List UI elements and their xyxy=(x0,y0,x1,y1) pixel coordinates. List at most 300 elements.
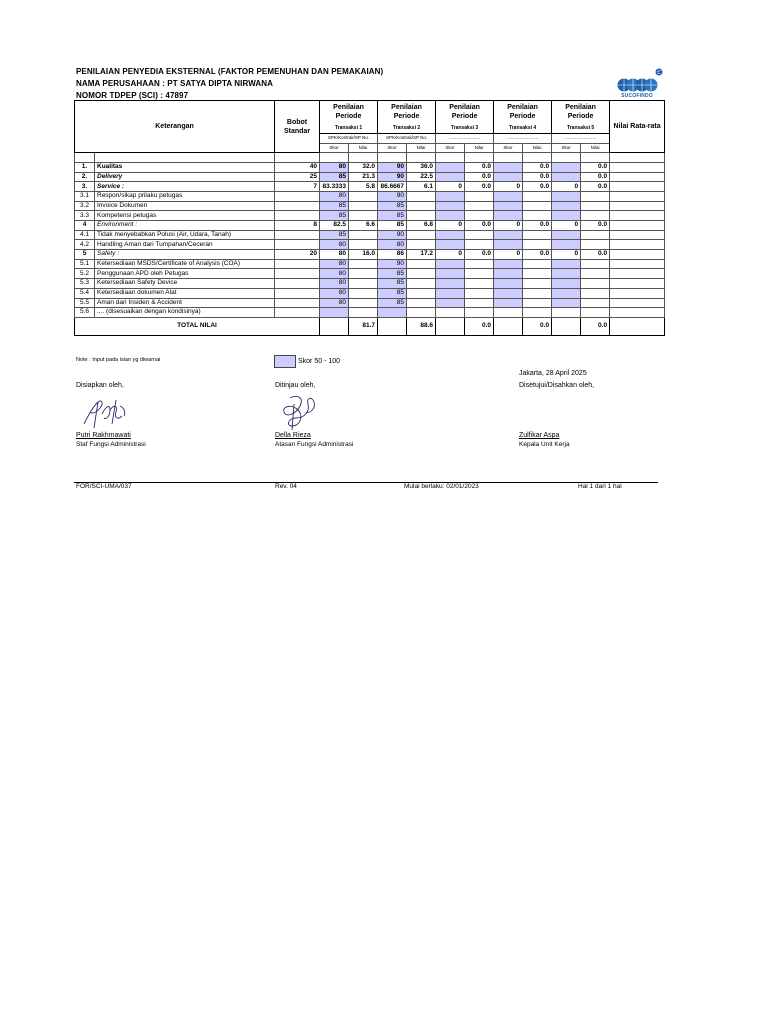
skor-cell xyxy=(552,191,581,201)
nilai-cell: 32.0 xyxy=(349,162,378,172)
nilai-cell xyxy=(407,288,436,298)
legend-swatch xyxy=(274,355,296,368)
skor-cell: 80 xyxy=(320,279,349,289)
approved-position: Kepala Unit Kerja xyxy=(519,441,570,448)
skor-cell xyxy=(552,172,581,182)
rata-cell xyxy=(610,288,665,298)
skor-cell: 85 xyxy=(320,211,349,221)
row-label: Handling Aman dari Tumpahan/Ceceran xyxy=(95,240,275,250)
bobot-value: 20 xyxy=(275,250,320,260)
skor-cell xyxy=(494,172,523,182)
nilai-cell xyxy=(349,308,378,318)
skor-cell: 85 xyxy=(320,201,349,211)
prepared-label: Disiapkan oleh, xyxy=(76,382,124,389)
skor-cell: 80 xyxy=(320,162,349,172)
rata-cell xyxy=(610,182,665,192)
nilai-cell xyxy=(349,269,378,279)
skor-cell: 85 xyxy=(320,230,349,240)
total-nilai: 88.6 xyxy=(407,317,436,335)
nilai-cell xyxy=(523,191,552,201)
row-number: 5.3 xyxy=(75,279,95,289)
skor-cell: 85 xyxy=(378,221,407,231)
skor-cell xyxy=(494,288,523,298)
skor-cell: 0 xyxy=(494,182,523,192)
total-label: TOTAL NILAI xyxy=(75,317,320,335)
nilai-cell xyxy=(581,269,610,279)
nilai-cell xyxy=(407,308,436,318)
skor-cell: 80 xyxy=(320,259,349,269)
bobot-value xyxy=(275,288,320,298)
nilai-cell xyxy=(581,259,610,269)
nilai-cell: 0.0 xyxy=(523,162,552,172)
nilai-cell xyxy=(581,211,610,221)
skor-cell: 80 xyxy=(320,298,349,308)
nilai-header: Nilai xyxy=(465,144,494,153)
skor-cell xyxy=(494,211,523,221)
skor-cell: 80 xyxy=(320,269,349,279)
nilai-header: Nilai xyxy=(581,144,610,153)
total-rata-cell xyxy=(610,317,665,335)
nilai-cell xyxy=(465,211,494,221)
nilai-cell: 5.8 xyxy=(349,182,378,192)
skor-cell xyxy=(494,230,523,240)
skor-cell xyxy=(320,308,349,318)
transaksi-3: Transaksi 3 xyxy=(450,125,479,131)
prepared-name: Putri Rakhmawati xyxy=(76,432,131,439)
row-label: Kualitas xyxy=(95,162,275,172)
rata-cell xyxy=(610,269,665,279)
approved-name: Zulfikar Aspa xyxy=(519,432,560,439)
nilai-cell xyxy=(349,259,378,269)
row-number: 3. xyxy=(75,182,95,192)
bobot-value: 7 xyxy=(275,182,320,192)
skor-cell xyxy=(436,269,465,279)
skor-cell: 85 xyxy=(378,288,407,298)
nilai-cell xyxy=(465,308,494,318)
nilai-header: Nilai xyxy=(523,144,552,153)
reviewed-label: Ditinjau oleh, xyxy=(275,382,316,389)
row-number: 2. xyxy=(75,172,95,182)
nilai-cell: 0.0 xyxy=(465,172,494,182)
skor-cell xyxy=(436,288,465,298)
reviewed-name: Della Rieza xyxy=(275,432,311,439)
bobot-value xyxy=(275,230,320,240)
row-number: 5.6 xyxy=(75,308,95,318)
row-number: 3.3 xyxy=(75,211,95,221)
nilai-cell xyxy=(523,201,552,211)
periode-label-3: Penilaian Periode xyxy=(449,104,480,120)
skor-cell xyxy=(436,191,465,201)
skor-cell xyxy=(436,201,465,211)
nilai-cell xyxy=(581,230,610,240)
skor-cell: 90 xyxy=(378,172,407,182)
nilai-cell: 0.0 xyxy=(523,250,552,260)
skor-cell xyxy=(494,308,523,318)
skor-cell: 80 xyxy=(378,240,407,250)
total-row xyxy=(75,317,665,335)
logo-text: SUCOFINDO xyxy=(621,93,653,99)
signature-della xyxy=(278,392,320,432)
skor-cell xyxy=(552,162,581,172)
skor-cell xyxy=(494,269,523,279)
row-label: Safety : xyxy=(95,250,275,260)
row-label: Service : xyxy=(95,182,275,192)
skor-cell: 0 xyxy=(436,250,465,260)
row-label: Tidak menyebabkan Polusi (Air, Udara, Tanah) xyxy=(95,230,275,240)
rata-cell xyxy=(610,201,665,211)
skor-cell: 80 xyxy=(320,191,349,201)
nilai-cell xyxy=(523,279,552,289)
approved-label: Disetujui/Disahkan oleh, xyxy=(519,382,595,389)
bobot-value xyxy=(275,240,320,250)
nilai-cell xyxy=(407,230,436,240)
row-label: Aman dari Insiden & Accident xyxy=(95,298,275,308)
spk-3: ......................... xyxy=(436,134,494,144)
rata-cell xyxy=(610,230,665,240)
row-label: Delivery xyxy=(95,172,275,182)
nilai-cell xyxy=(407,191,436,201)
input-note: Note : Input pada isian yg diwarnai xyxy=(76,357,161,363)
row-label: Penggunaan APD oleh Petugas xyxy=(95,269,275,279)
nilai-cell: 0.0 xyxy=(581,182,610,192)
row-number: 5.5 xyxy=(75,298,95,308)
bobot-value xyxy=(275,308,320,318)
skor-cell xyxy=(436,259,465,269)
nilai-cell xyxy=(523,259,552,269)
skor-cell: 0 xyxy=(552,221,581,231)
nilai-cell: 0.0 xyxy=(523,172,552,182)
nilai-cell: 0.0 xyxy=(581,221,610,231)
nilai-cell xyxy=(407,201,436,211)
bobot-value xyxy=(275,259,320,269)
table-row xyxy=(75,191,665,201)
skor-cell xyxy=(552,279,581,289)
skor-cell: 80 xyxy=(320,288,349,298)
nilai-cell xyxy=(349,211,378,221)
nilai-cell xyxy=(349,201,378,211)
skor-cell xyxy=(494,201,523,211)
nilai-cell xyxy=(349,191,378,201)
nilai-header: Nilai xyxy=(407,144,436,153)
transaksi-2: Transaksi 2 xyxy=(392,125,421,131)
nilai-cell xyxy=(465,298,494,308)
nilai-cell xyxy=(465,279,494,289)
page-number: Hal 1 dari 1 hal xyxy=(578,483,622,490)
nilai-cell xyxy=(465,259,494,269)
bobot-value xyxy=(275,298,320,308)
total-nilai: 0.0 xyxy=(581,317,610,335)
skor-header: Skor xyxy=(436,144,465,153)
place-date: Jakarta, 28 April 2025 xyxy=(519,370,587,377)
skor-cell xyxy=(552,308,581,318)
nilai-cell: 6.1 xyxy=(407,182,436,192)
rata-cell xyxy=(610,259,665,269)
row-label: Kompetensi petugas xyxy=(95,211,275,221)
rata-cell xyxy=(610,279,665,289)
spk-1: SPK/Kontrak/SP No. xyxy=(320,134,378,144)
nilai-cell xyxy=(523,230,552,240)
skor-cell xyxy=(494,259,523,269)
legend-text: Skor 50 - 100 xyxy=(298,358,341,365)
nilai-cell: 0.0 xyxy=(465,162,494,172)
row-label: Invoice Dokumen xyxy=(95,201,275,211)
bobot-value xyxy=(275,191,320,201)
tdpep-number: NOMOR TDPEP (SCI) : 47897 xyxy=(76,91,189,100)
bobot-value: 25 xyxy=(275,172,320,182)
skor-cell xyxy=(436,172,465,182)
nilai-cell xyxy=(523,240,552,250)
nilai-cell: 22.5 xyxy=(407,172,436,182)
skor-cell xyxy=(436,240,465,250)
skor-cell: 0 xyxy=(494,221,523,231)
skor-cell xyxy=(436,298,465,308)
nilai-cell: 36.0 xyxy=(407,162,436,172)
nilai-header: Nilai xyxy=(349,144,378,153)
nilai-cell: 0.0 xyxy=(465,182,494,192)
skor-cell: 85 xyxy=(378,279,407,289)
skor-cell xyxy=(494,298,523,308)
skor-cell xyxy=(552,269,581,279)
nilai-cell xyxy=(581,288,610,298)
table-row xyxy=(75,221,665,231)
row-label: Ketersediaan dokumen Alat xyxy=(95,288,275,298)
nilai-cell: 0.0 xyxy=(465,221,494,231)
nilai-cell xyxy=(581,308,610,318)
table-row xyxy=(75,298,665,308)
skor-cell: 86 xyxy=(378,250,407,260)
skor-cell: 0 xyxy=(552,250,581,260)
total-skor-cell xyxy=(436,317,465,335)
rata-cell xyxy=(610,250,665,260)
skor-cell: 83.3333 xyxy=(320,182,349,192)
form-number: FOR/SCI-UMA/037 xyxy=(76,483,132,490)
nilai-cell: 0.0 xyxy=(465,250,494,260)
footer-divider xyxy=(74,482,658,483)
table-row xyxy=(75,259,665,269)
nilai-cell xyxy=(349,230,378,240)
skor-cell: 85 xyxy=(378,201,407,211)
row-number: 1. xyxy=(75,162,95,172)
company-name: NAMA PERUSAHAAN : PT SATYA DIPTA NIRWANA xyxy=(76,79,274,88)
total-nilai: 81.7 xyxy=(349,317,378,335)
rata-cell xyxy=(610,162,665,172)
skor-cell xyxy=(552,259,581,269)
nilai-cell: 0.0 xyxy=(581,250,610,260)
nilai-cell xyxy=(581,191,610,201)
skor-header: Skor xyxy=(552,144,581,153)
nilai-cell xyxy=(523,269,552,279)
skor-cell xyxy=(436,279,465,289)
table-row xyxy=(75,182,665,192)
total-nilai: 0.0 xyxy=(523,317,552,335)
rata-cell xyxy=(610,240,665,250)
skor-cell: 80 xyxy=(320,250,349,260)
nilai-cell xyxy=(407,269,436,279)
row-number: 4.2 xyxy=(75,240,95,250)
nilai-cell xyxy=(407,240,436,250)
table-row xyxy=(75,230,665,240)
total-nilai: 0.0 xyxy=(465,317,494,335)
bobot-value xyxy=(275,201,320,211)
nilai-cell: 0.0 xyxy=(581,172,610,182)
nilai-cell: 6.6 xyxy=(349,221,378,231)
skor-cell xyxy=(552,230,581,240)
nilai-cell xyxy=(523,308,552,318)
periode-label-4: Penilaian Periode xyxy=(507,104,538,120)
revision: Rev. 04 xyxy=(275,483,297,490)
nilai-cell xyxy=(581,279,610,289)
nilai-cell xyxy=(465,201,494,211)
skor-cell xyxy=(494,162,523,172)
bobot-value: 8 xyxy=(275,221,320,231)
nilai-cell xyxy=(581,201,610,211)
col-keterangan: Keterangan xyxy=(75,101,275,153)
skor-cell: 85 xyxy=(378,269,407,279)
nilai-cell xyxy=(465,288,494,298)
bobot-value xyxy=(275,279,320,289)
sucofindo-logo xyxy=(610,66,666,100)
total-skor-cell xyxy=(378,317,407,335)
nilai-cell xyxy=(465,240,494,250)
nilai-cell xyxy=(581,298,610,308)
row-label: Ketersediaan Safety Device xyxy=(95,279,275,289)
table-row xyxy=(75,172,665,182)
bobot-value xyxy=(275,211,320,221)
nilai-cell xyxy=(523,288,552,298)
nilai-cell: 0.0 xyxy=(523,182,552,192)
table-row xyxy=(75,201,665,211)
row-number: 5.4 xyxy=(75,288,95,298)
skor-cell xyxy=(552,201,581,211)
bobot-value xyxy=(275,269,320,279)
periode-label-5: Penilaian Periode xyxy=(565,104,596,120)
spk-4: ......................... xyxy=(494,134,552,144)
row-label: Ketersediaan MSDS/Certificate of Analysis (COA) xyxy=(95,259,275,269)
skor-cell xyxy=(436,211,465,221)
nilai-cell: 16.0 xyxy=(349,250,378,260)
skor-cell: 0 xyxy=(436,221,465,231)
table-row xyxy=(75,308,665,318)
skor-cell xyxy=(552,211,581,221)
nilai-cell: 17.2 xyxy=(407,250,436,260)
nilai-cell: 0.0 xyxy=(581,162,610,172)
table-row xyxy=(75,279,665,289)
row-number: 3.1 xyxy=(75,191,95,201)
table-row xyxy=(75,269,665,279)
skor-cell: 90 xyxy=(378,191,407,201)
nilai-cell xyxy=(407,298,436,308)
nilai-cell xyxy=(407,211,436,221)
skor-cell xyxy=(552,288,581,298)
nilai-cell xyxy=(407,279,436,289)
table-row xyxy=(75,211,665,221)
nilai-cell xyxy=(349,279,378,289)
skor-cell xyxy=(436,162,465,172)
nilai-cell xyxy=(523,211,552,221)
skor-cell: 80 xyxy=(320,240,349,250)
row-label: Environment : xyxy=(95,221,275,231)
skor-cell xyxy=(552,240,581,250)
transaksi-1: Transaksi 1 xyxy=(334,125,363,131)
skor-header: Skor xyxy=(494,144,523,153)
row-number: 5 xyxy=(75,250,95,260)
skor-cell xyxy=(494,191,523,201)
col-bobot: Bobot Standar xyxy=(275,101,320,153)
total-skor-cell xyxy=(494,317,523,335)
transaksi-4: Transaksi 4 xyxy=(508,125,537,131)
rata-cell xyxy=(610,298,665,308)
transaksi-5: Transaksi 5 xyxy=(566,125,595,131)
nilai-cell xyxy=(523,298,552,308)
skor-cell: 85 xyxy=(378,211,407,221)
nilai-cell xyxy=(465,191,494,201)
skor-cell: 90 xyxy=(378,230,407,240)
rata-cell xyxy=(610,172,665,182)
row-number: 5.2 xyxy=(75,269,95,279)
skor-cell xyxy=(378,308,407,318)
spk-2: SPK/Kontrak/SP No. xyxy=(378,134,436,144)
rata-cell xyxy=(610,191,665,201)
row-number: 5.1 xyxy=(75,259,95,269)
skor-cell: 85 xyxy=(378,298,407,308)
total-skor-cell xyxy=(320,317,349,335)
row-label: .... (disesuaikan dengan kondisinya) xyxy=(95,308,275,318)
row-number: 4 xyxy=(75,221,95,231)
rata-cell xyxy=(610,211,665,221)
table-row xyxy=(75,162,665,172)
report-title: PENILAIAN PENYEDIA EKSTERNAL (FAKTOR PEMENUHAN DAN PEMAKAIAN) xyxy=(76,67,384,76)
nilai-cell xyxy=(465,230,494,240)
nilai-cell xyxy=(349,288,378,298)
table-row xyxy=(75,250,665,260)
skor-cell: 86.6667 xyxy=(378,182,407,192)
rata-cell xyxy=(610,308,665,318)
rata-cell xyxy=(610,221,665,231)
bobot-value: 40 xyxy=(275,162,320,172)
skor-cell: 0 xyxy=(436,182,465,192)
nilai-cell: 21.3 xyxy=(349,172,378,182)
skor-cell: 90 xyxy=(378,162,407,172)
skor-cell xyxy=(494,279,523,289)
skor-header: Skor xyxy=(320,144,349,153)
assessment-table xyxy=(74,100,665,336)
effective-date: Mulai berlaku: 02/01/2023 xyxy=(404,483,479,490)
skor-cell: 85 xyxy=(320,172,349,182)
nilai-cell xyxy=(349,298,378,308)
periode-label-2: Penilaian Periode xyxy=(391,104,422,120)
spacer-row xyxy=(75,153,665,163)
nilai-cell xyxy=(465,269,494,279)
nilai-cell: 0.0 xyxy=(523,221,552,231)
nilai-cell: 6.8 xyxy=(407,221,436,231)
nilai-cell xyxy=(581,240,610,250)
col-rata-rata: Nilai Rata-rata xyxy=(610,101,665,153)
reviewed-position: Atasan Fungsi Administrasi xyxy=(275,441,354,448)
skor-cell: 0 xyxy=(494,250,523,260)
skor-header: Skor xyxy=(378,144,407,153)
periode-label-1: Penilaian Periode xyxy=(333,104,364,120)
table-row xyxy=(75,240,665,250)
nilai-cell xyxy=(349,240,378,250)
skor-cell xyxy=(436,308,465,318)
skor-cell xyxy=(552,298,581,308)
table-row xyxy=(75,288,665,298)
skor-cell: 90 xyxy=(378,259,407,269)
nilai-cell xyxy=(407,259,436,269)
spk-5: ......................... xyxy=(552,134,610,144)
skor-cell xyxy=(494,240,523,250)
signature-putri xyxy=(80,394,132,432)
